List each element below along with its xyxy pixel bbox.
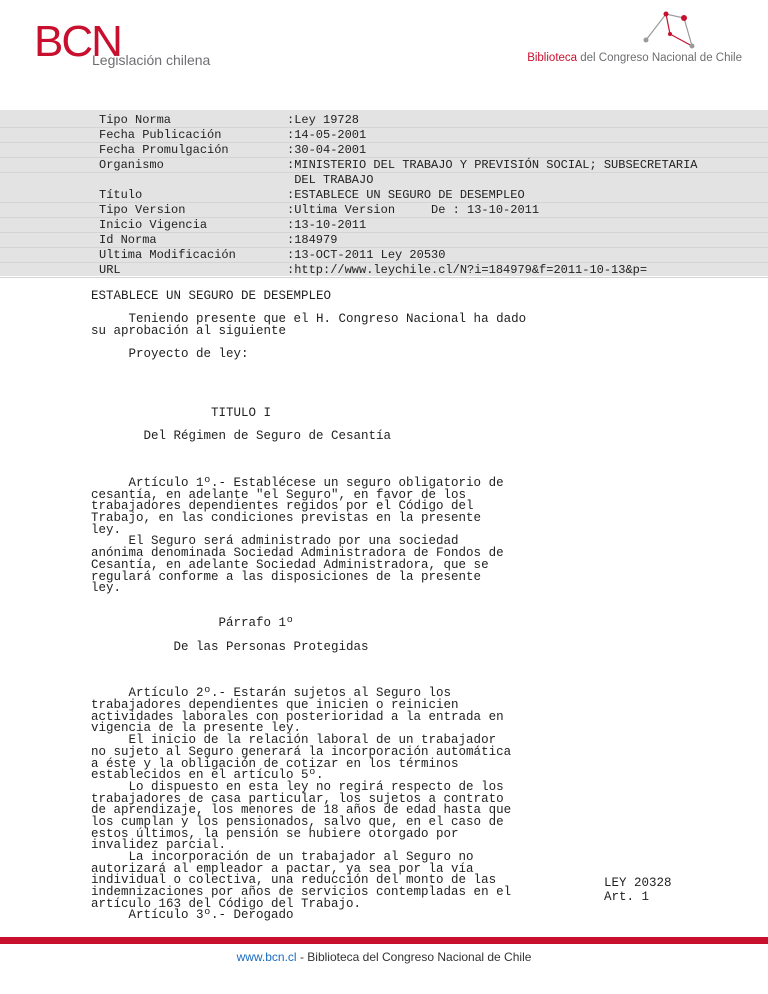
body-line: ESTABLECE UN SEGURO DE DESEMPLEO [91,289,332,303]
body-line [91,664,651,676]
body-line: Proyecto de ley: [91,347,249,362]
body-line: TITULO I [91,405,272,420]
body-line: Artículo 2º.- Estarán sujetos al Seguro los [91,686,452,701]
body-line: invalidez parcial. [91,838,227,853]
body-line: Artículo 1º.- Establécese un seguro obligatorio de [91,476,504,490]
body-line: vigencia de la presente ley. [91,721,302,736]
body-line: su aprobación al siguiente [91,324,287,339]
library-name-rest: del Congreso Nacional de Chile [577,52,742,64]
metadata-label: Id Norma [99,233,157,247]
body-line: Teniendo presente que el H. Congreso Nacional ha dado [91,312,527,327]
body-line: ley. [91,581,122,596]
body-line: de aprendizaje, los menores de 18 años de edad hasta que [91,803,512,818]
metadata-label: Tipo Norma [99,113,172,127]
metadata-row-separator [0,277,768,278]
body-line: La incorporación de un trabajador al Seguro no [91,850,474,864]
library-name [527,52,742,64]
library-logo-icon [640,6,700,52]
metadata-row-separator [0,172,768,173]
bcn-logo[interactable]: BCN [34,17,121,66]
body-line: a éste y la obligación de cotizar en los términos [91,756,459,771]
metadata-value: :http://www.leychile.cl/N?i=184979&f=2011-10-13&p= [287,263,648,277]
metadata-value: :13-10-2011 [287,218,367,232]
body-line: actividades laborales con posterioridad a la entrada en [91,709,504,724]
page-header [0,0,768,110]
body-line: indemnizaciones por años de servicios contempladas en el [91,885,512,900]
body-line [91,454,651,466]
metadata-label: Ultima Modificación [99,248,236,262]
body-line: individual o colectiva, una reducción del monto de las [91,873,497,888]
body-line: anónima denominada Sociedad Administradora de Fondos de [91,546,504,561]
body-line: Párrafo 1º [91,616,294,631]
body-line: los cumplan y los pensionados, salvo que, en el caso de [91,814,504,829]
body-line: Del Régimen de Seguro de Cesantía [91,429,392,444]
body-line [91,360,651,372]
metadata-label: Título [99,188,143,202]
body-line [91,594,651,606]
body-line: establecidos en el artículo 5º. [91,768,324,783]
body-line: autorizará al empleador a pactar, ya sea por la vía [91,861,474,876]
body-line: De las Personas Protegidas [91,639,369,654]
body-line: Lo dispuesto en esta ley no regirá respecto de los [91,779,504,794]
body-line: El inicio de la relación laboral de un trabajador [91,733,497,748]
metadata-value: :30-04-2001 [287,143,367,157]
body-line: artículo 163 del Código del Trabajo. [91,896,362,911]
body-line [91,442,651,454]
body-line [91,652,651,664]
metadata-label: Fecha Promulgación [99,143,229,157]
body-line: ley. [91,522,122,537]
metadata-label: URL [99,263,121,277]
body-line: trabajadores dependientes que inicien o reinicien [91,698,459,713]
body-line: regulará conforme a las disposiciones de la presente [91,569,482,584]
metadata-label: Organismo [99,158,164,172]
marginal-note: LEY 20328 Art. 1 [604,876,672,904]
body-line: trabajadores de casa particular, los sujetos a contrato [91,791,504,806]
footer-link[interactable]: www.bcn.cl [236,950,297,964]
law-body-text [91,290,651,921]
metadata-label: Fecha Publicación [99,128,222,142]
footer-text: - Biblioteca del Congreso Nacional de Chile [296,950,532,964]
body-line [91,384,651,396]
body-line: Trabajo, en las condiciones previstas en la presente [91,511,482,526]
footer [0,950,768,964]
body-line: estos últimos, la pensión se hubiere otorgado por [91,826,459,841]
metadata-label: Tipo Version [99,203,186,217]
metadata-value: :184979 [287,233,338,247]
metadata-value: :MINISTERIO DEL TRABAJO Y PREVISIÓN SOCIAL; SUBSECRETARIA DEL TRABAJO [287,158,698,187]
body-line: Artículo 3º.- Derogado [91,908,294,923]
logo-subtitle: Legislación chilena [92,52,211,68]
body-line: cesantía, en adelante "el Seguro", en favor de los [91,487,467,502]
body-line [91,629,651,641]
body-line [91,372,651,384]
library-name-red: Biblioteca [527,52,578,64]
body-line: Cesantía, en adelante Sociedad Administradora, que se [91,557,489,572]
body-line: El Seguro será administrado por una sociedad [91,534,459,549]
body-line: trabajadores dependientes regidos por el Código del [91,499,474,514]
body-line: no sujeto al Seguro generará la incorporación automática [91,744,512,759]
metadata-label: Inicio Vigencia [99,218,208,232]
metadata-value: :13-OCT-2011 Ley 20530 [287,248,446,262]
metadata-value: :Ley 19728 [287,113,360,127]
metadata-value: :14-05-2001 [287,128,367,142]
metadata-value: :ESTABLECE UN SEGURO DE DESEMPLEO [287,188,525,202]
metadata-value: :Ultima Version De : 13-10-2011 [287,203,540,217]
footer-bar [0,937,768,944]
